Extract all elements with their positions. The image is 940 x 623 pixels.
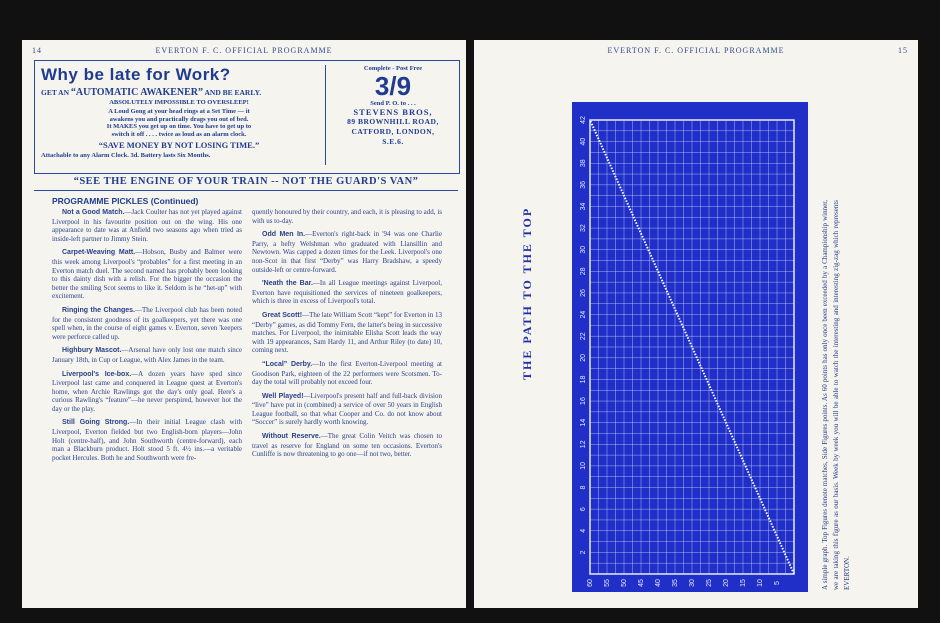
article-paragraph (252, 432, 442, 459)
paragraph-title: Odd Men In. (262, 231, 306, 239)
article-paragraph (52, 248, 242, 301)
chart-title: THE PATH TO THE TOP (520, 206, 534, 380)
advert-body-line: awakens you and practically drags you out of bed. (109, 115, 249, 123)
paragraph-title: Without Reserve. (262, 433, 321, 441)
paragraph-title: Ringing the Changes. (62, 306, 135, 314)
match-tick-label: 40 (579, 137, 587, 146)
paragraph-title: “Local” Derby. (262, 360, 313, 368)
running-title: EVERTON F. C. OFFICIAL PROGRAMME (155, 46, 333, 55)
advert-offer (41, 87, 317, 98)
paragraph-text: —Everton's right-back in '94 was one Charlie Parry, a hefty Welshman who graduated with Llansillin and Newtown. Was capped a dozen times for the Leek. Liverpool's one non-Scot in that first “Derby” was Harry Bradshaw, a speedy outside-left or centre-forward. (252, 230, 442, 274)
advert-address-line: CATFORD, LONDON, (351, 127, 435, 136)
article-paragraph (52, 306, 242, 341)
advert-body (41, 108, 317, 138)
page-number: 14 (32, 46, 42, 55)
points-tick-label: 45 (637, 579, 645, 587)
paragraph-text: —Arsenal have only lost one match since January 18th, in Cup or League, with Alex James in the team. (52, 346, 242, 364)
paragraph-title: Well Played! (262, 392, 304, 400)
advert-address-line: 89 BROWNHILL ROAD, (347, 117, 439, 126)
match-tick-label: 30 (579, 245, 587, 254)
article-paragraph (252, 230, 442, 274)
points-tick-label: 60 (586, 579, 594, 587)
paragraph-text: —In the first Everton-Liverpool meeting at Goodison Park, eighteen of the 22 performers were Scotsmen. To-day the total will probably not exceed four. (252, 359, 442, 387)
paragraph-text: —Hobson, Busby and Balmer were this week among Liverpool's “probables” for a first meeting in an Everton match duel. The second named has probably been looking to this dainty dish with a relish. For the bigger the occasion the better the smiling Scot seems to like it. Seldom is he “het-up” with excitement. (52, 248, 242, 301)
match-tick-label: 36 (579, 180, 587, 189)
advert-body-line: It MAKES you get up on time. You have to get up to (106, 123, 252, 130)
paragraph-text: —The great Colin Veitch was chosen to travel as reserve for England on some ten occasions. Everton's Cunliffe is now threatening to go one—if not two, better. (252, 432, 442, 459)
paragraph-text: —In all League meetings against Liverpool, Everton have requisitioned the services of nineteen goalkeepers, which is three in excess of Liverpool's total. (252, 279, 442, 306)
advert-address (329, 107, 457, 147)
advert-send: Send P. O. to . . . (370, 100, 416, 107)
match-tick-label: 34 (579, 202, 587, 211)
article-paragraph (252, 360, 442, 387)
points-tick-label: 30 (688, 579, 696, 587)
article-column-right (252, 208, 442, 464)
article-paragraph (52, 208, 242, 243)
match-tick-label: 10 (579, 462, 587, 470)
paragraph-text: quently honoured by their country, and each, it is pleasing to add, is with us to-day. (252, 208, 442, 225)
advert-offer-post: AND BE EARLY. (204, 88, 262, 97)
points-tick-label: 50 (620, 579, 628, 587)
train-slogan: “SEE THE ENGINE OF YOUR TRAIN -- NOT THE GUARD'S VAN” (34, 176, 458, 191)
points-tick-label: 10 (756, 579, 764, 587)
paragraph-title: Highbury Mascot. (62, 347, 122, 355)
match-tick-label: 20 (579, 353, 587, 362)
advert-body-line: A Loud Gong at your head rings at a Set Time — it (108, 108, 250, 115)
awakener-advert (34, 60, 460, 174)
match-tick-label: 28 (579, 267, 587, 276)
match-tick-label: 6 (579, 507, 587, 512)
match-tick-label: 4 (579, 528, 587, 533)
points-tick-label: 40 (654, 579, 662, 587)
match-tick-label: 38 (579, 159, 587, 168)
advert-product: “AUTOMATIC AWAKENER” (70, 87, 204, 98)
article-paragraph (52, 418, 242, 462)
league-graph-svg (572, 102, 808, 592)
advert-offer-pre: GET AN (41, 88, 69, 97)
match-tick-label: 18 (579, 375, 587, 384)
right-page (474, 40, 918, 608)
paragraph-text: —In their initial League clash with Liverpool, Everton fielded but two English-born players—John Holt (centre-half), and John Southworth (centre-forward), each man a Blackburn product. Holt stood 5 ft. 4½ ins.—a veritable pocket Hercules. Both he and Southworth were fre- (52, 418, 242, 462)
advert-attach-note: Attachable to any Alarm Clock. 3d. Battery lasts Six Months. (41, 152, 211, 159)
points-tick-label: 55 (603, 579, 611, 587)
match-tick-label: 24 (579, 310, 587, 319)
paragraph-text: —The Liverpool club has been noted for the consistent goodness of its goalkeepers, yet there was one spell when, in the course of eight games v. Everton, seven 'keepers were perforce called up. (52, 305, 242, 341)
advert-order-box (329, 61, 457, 169)
paragraph-title: Not a Good Match. (62, 209, 125, 216)
article-paragraph (252, 311, 442, 355)
match-tick-label: 12 (579, 440, 587, 449)
paragraph-text: —Jack Coulter has not yet played against Liverpool in his favourite position out on the wing. His one appearance to date was at Anfield two seasons ago when tried as inside-left partner to Jimmy Stein. (52, 208, 242, 243)
advert-main (41, 61, 317, 169)
paragraph-title: 'Neath the Bar. (262, 280, 313, 288)
match-tick-label: 32 (579, 224, 587, 232)
paragraph-title: Still Going Strong. (62, 419, 130, 427)
match-tick-label: 14 (579, 418, 587, 427)
advert-guarantee: ABSOLUTELY IMPOSSIBLE TO OVERSLEEP! (109, 99, 249, 106)
match-tick-label: 16 (579, 397, 587, 405)
points-tick-label: 25 (705, 579, 713, 587)
match-tick-label: 2 (579, 550, 587, 555)
paragraph-title: Liverpool's Ice-box. (62, 370, 132, 378)
league-graph (572, 102, 808, 592)
left-page (22, 40, 466, 608)
points-tick-label: 35 (671, 579, 679, 587)
running-title: EVERTON F. C. OFFICIAL PROGRAMME (607, 46, 785, 55)
advert-headline: Why be late for Work? (41, 65, 231, 84)
paragraph-text: —The late William Scott “kept” for Everton in 13 “Derby” games, as did Tommy Fern, the latter's being in successive matches. For Liverpool, the inimitable Elisha Scott leads the way with 19 appearances, Sam Hardy 11, and Arthur Riley (to date) 10, coming next. (252, 310, 443, 355)
paragraph-title: Carpet-Weaving Matt. (62, 249, 136, 257)
article-paragraph (52, 346, 242, 364)
article-paragraph (252, 392, 442, 427)
match-tick-label: 26 (579, 289, 587, 297)
paragraph-title: Great Scott! (262, 311, 303, 319)
advert-slogan: “SAVE MONEY BY NOT LOSING TIME.” (98, 140, 260, 150)
advert-divider (325, 65, 326, 165)
advert-price: 3/9 (374, 71, 412, 101)
article-paragraph (252, 279, 442, 306)
advert-complete: Complete - Post Free (363, 65, 423, 72)
points-tick-label: 20 (722, 579, 730, 587)
paragraph-text: —Liverpool's present half and full-back division “live” have put in (combined) a service of over 50 years in English League football, so that what Cooper and Co. do not know about “Soccer” is surely hardly worth knowing. (252, 391, 442, 427)
advert-address-line: S.E.6. (382, 137, 404, 146)
match-tick-label: 42 (579, 116, 587, 124)
advert-firm: STEVENS BROS, (353, 107, 433, 117)
match-tick-label: 22 (579, 332, 587, 341)
page-number: 15 (898, 46, 908, 55)
article-paragraph (52, 370, 242, 414)
paragraph-text: —A dozen years have sped since Liverpool last came and conquered in League quest at Everton's home, when Archie Rawlings got the day's only goal. Here's a curious Rawling's “feature”—he never perspired, however hot the day or the play. (52, 369, 242, 413)
match-tick-label: 8 (579, 485, 587, 490)
chart-caption: A simple graph. Top Figures denote matches, Side Figures points. As 60 points has only once been exceeded by a Championship winner, we are taking this figure as our basis. Week by week you will be able to watch the interesting and interesting zig-zag which represents EVERTON. (821, 200, 851, 590)
points-tick-label: 15 (739, 579, 747, 587)
article-column-left (52, 208, 242, 467)
advert-body-line: switch it off . . . . twice as loud as an alarm clock. (111, 130, 247, 138)
article-heading: PROGRAMME PICKLES (Continued) (52, 196, 199, 206)
article-paragraph (252, 208, 442, 225)
points-tick-label: 5 (773, 581, 781, 585)
